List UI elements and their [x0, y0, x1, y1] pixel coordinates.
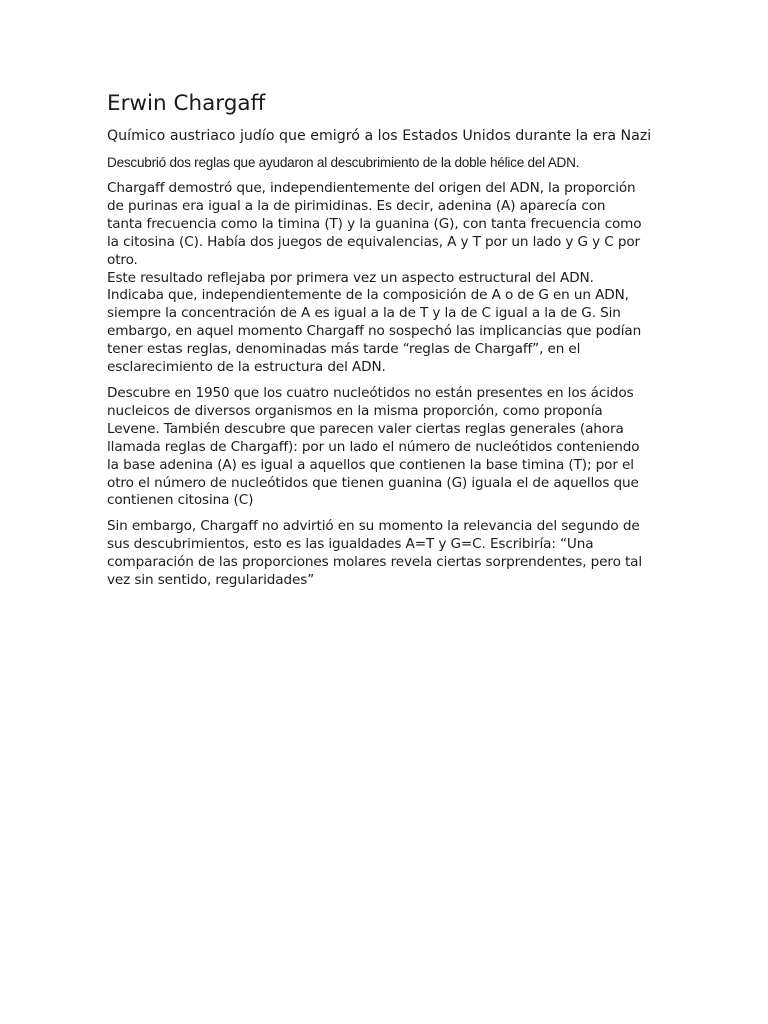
paragraph-line: comparación de las proporciones molares revela ciertas sorprendentes, pero tal: [107, 554, 643, 571]
paragraph-3: [107, 518, 663, 590]
document-subtitle: Químico austriaco judío que emigró a los Estados Unidos durante la era Nazi: [107, 128, 652, 144]
paragraph-line: otro.: [107, 251, 138, 268]
paragraph-line: embargo, en aquel momento Chargaff no sospechó las implicancias que podían: [107, 323, 642, 340]
paragraph-line: tanta frecuencia como la timina (T) y la guanina (G), con tanta frecuencia como: [107, 215, 642, 232]
paragraph-line: otro el número de nucleótidos que tienen guanina (G) iguala el de aquellos que: [107, 474, 639, 491]
paragraph-line: de purinas era igual a la de pirimidinas. Es decir, adenina (A) aparecía con: [107, 197, 606, 214]
paragraph-line: la citosina (C). Había dos juegos de equivalencias, A y T por un lado y G y C por: [107, 233, 640, 250]
paragraph-line: Sin embargo, Chargaff no advirtió en su momento la relevancia del segundo de: [107, 518, 640, 535]
paragraph-line: Indicaba que, independientemente de la composición de A o de G en un ADN,: [107, 287, 629, 304]
paragraph-line: la base adenina (A) es igual a aquellos que contienen la base timina (T); por el: [107, 456, 634, 473]
document-page: [107, 88, 663, 598]
paragraph-line: sus descubrimientos, esto es las igualdades A=T y G=C. Escribiría: “Una: [107, 536, 594, 553]
paragraph-2: [107, 385, 663, 510]
paragraph-line: llamada reglas de Chargaff): por un lado el número de nucleótidos conteniendo: [107, 438, 640, 455]
paragraph-line: nucleicos de diversos organismos en la misma proporción, como proponía: [107, 402, 603, 419]
paragraph-line: esclarecimiento de la estructura del ADN.: [107, 359, 386, 376]
document-note: Descubrió dos reglas que ayudaron al descubrimiento de la doble hélice del ADN.: [107, 155, 580, 170]
paragraph-line: contienen citosina (C): [107, 492, 254, 509]
paragraph-line: tener estas reglas, denominadas más tarde “reglas de Chargaff”, en el: [107, 341, 581, 358]
paragraph-line: Descubre en 1950 que los cuatro nucleótidos no están presentes en los ácidos: [107, 384, 634, 401]
paragraph-1: [107, 180, 663, 377]
paragraph-line: Este resultado reflejaba por primera vez un aspecto estructural del ADN.: [107, 269, 594, 286]
paragraph-line: Levene. También descubre que parecen valer ciertas reglas generales (ahora: [107, 420, 624, 437]
paragraph-line: Chargaff demostró que, independientemente del origen del ADN, la proporción: [107, 180, 636, 196]
paragraph-line: vez sin sentido, regularidades”: [107, 572, 315, 589]
paragraph-line: siempre la concentración de A es igual a la de T y la de C igual a la de G. Sin: [107, 305, 621, 322]
document-title: Erwin Chargaff: [107, 91, 266, 116]
